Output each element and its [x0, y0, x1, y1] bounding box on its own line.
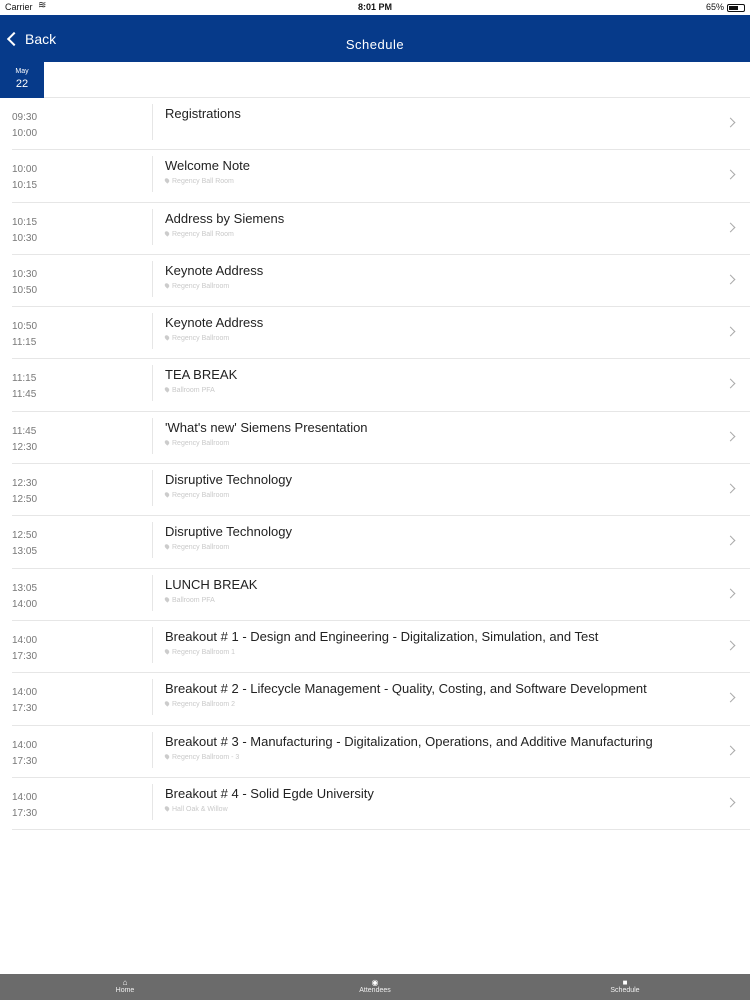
- schedule-icon: ■: [622, 978, 628, 987]
- session-start-time: 10:15: [12, 216, 38, 228]
- session-end-time: 10:15: [12, 180, 38, 192]
- session-location: [165, 544, 229, 551]
- row-divider: [152, 522, 153, 558]
- session-location-text: Hall Oak & Willow: [172, 805, 228, 813]
- chevron-right-icon: [726, 484, 736, 494]
- session-location: [165, 283, 229, 290]
- session-row[interactable]: [12, 516, 750, 568]
- session-times: [12, 528, 152, 560]
- chevron-right-icon: [726, 693, 736, 703]
- location-pin-icon: [164, 544, 170, 550]
- session-location-text: Regency Ballroom: [172, 492, 230, 500]
- back-label: Back: [25, 31, 57, 47]
- session-end-time: 10:30: [12, 232, 38, 244]
- session-times: [12, 633, 152, 665]
- session-row[interactable]: [12, 673, 750, 725]
- location-pin-icon: [164, 701, 170, 707]
- battery-icon: [727, 4, 745, 12]
- chevron-right-icon: [726, 797, 736, 807]
- session-row[interactable]: [12, 621, 750, 673]
- session-end-time: 17:30: [12, 650, 38, 662]
- session-location: [165, 806, 228, 813]
- session-start-time: 10:50: [12, 321, 38, 333]
- battery-percent: 65%: [705, 2, 724, 12]
- chevron-right-icon: [726, 118, 736, 128]
- session-location-text: Regency Ballroom: [172, 439, 230, 447]
- row-divider: [152, 156, 153, 192]
- session-end-time: 12:30: [12, 441, 38, 453]
- tab-label: Attendees: [359, 987, 391, 994]
- location-pin-icon: [164, 753, 170, 759]
- session-row[interactable]: [12, 569, 750, 621]
- carrier-label: Carrier: [5, 2, 33, 12]
- attendees-icon: ◉: [371, 978, 379, 987]
- location-pin-icon: [164, 230, 170, 236]
- chevron-right-icon: [726, 274, 736, 284]
- session-row[interactable]: [12, 307, 750, 359]
- navigation-bar: [0, 15, 750, 62]
- location-pin-icon: [164, 387, 170, 393]
- session-location: [165, 387, 215, 394]
- session-row[interactable]: [12, 726, 750, 778]
- session-times: [12, 581, 152, 613]
- date-month: May: [15, 68, 29, 75]
- date-selector-bar: [0, 62, 750, 98]
- session-title: Breakout # 4 - Solid Egde University: [165, 785, 374, 801]
- chevron-right-icon: [726, 170, 736, 180]
- chevron-right-icon: [726, 222, 736, 232]
- session-start-time: 14:00: [12, 739, 38, 751]
- session-title: Address by Siemens: [165, 210, 285, 226]
- session-start-time: 14:00: [12, 687, 38, 699]
- session-location-text: Regency Ballroom - 3: [172, 753, 240, 761]
- chevron-right-icon: [726, 536, 736, 546]
- session-location-text: Regency Ballroom: [172, 544, 230, 552]
- session-start-time: 14:00: [12, 634, 38, 646]
- session-location: [165, 178, 234, 185]
- session-location: [165, 231, 234, 238]
- session-start-time: 11:15: [12, 373, 37, 385]
- session-times: [12, 110, 152, 142]
- location-pin-icon: [164, 596, 170, 602]
- clock: 8:01 PM: [357, 2, 392, 12]
- session-title: TEA BREAK: [165, 367, 238, 383]
- session-row[interactable]: [12, 778, 750, 830]
- session-location-text: Ballroom PFA: [172, 596, 215, 604]
- location-pin-icon: [164, 282, 170, 288]
- row-divider: [152, 575, 153, 611]
- session-title: Disruptive Technology: [165, 472, 292, 488]
- row-divider: [152, 732, 153, 768]
- location-pin-icon: [164, 335, 170, 341]
- session-start-time: 11:45: [12, 425, 37, 437]
- session-end-time: 12:50: [12, 494, 38, 506]
- session-location-text: Regency Ballroom: [172, 335, 230, 343]
- session-location-text: Ballroom PFA: [172, 387, 215, 395]
- session-end-time: 13:05: [12, 546, 38, 558]
- session-row[interactable]: [12, 464, 750, 516]
- tab-home[interactable]: [0, 974, 250, 1000]
- session-location: [165, 649, 235, 656]
- date-day: 22: [15, 78, 29, 90]
- session-title: Disruptive Technology: [165, 524, 292, 540]
- session-location-text: Regency Ballroom: [172, 282, 230, 290]
- tab-schedule[interactable]: [500, 974, 750, 1000]
- session-start-time: 09:30: [12, 112, 38, 123]
- session-row[interactable]: [12, 203, 750, 255]
- home-icon: ⌂: [122, 978, 128, 987]
- session-start-time: 14:00: [12, 791, 38, 803]
- session-end-time: 17:30: [12, 703, 38, 715]
- session-row[interactable]: [12, 255, 750, 307]
- session-location-text: Regency Ball Room: [172, 178, 234, 186]
- session-start-time: 12:30: [12, 478, 38, 490]
- session-title: Keynote Address: [165, 315, 264, 331]
- session-title: Breakout # 1 - Design and Engineering - Digitalization, Simulation, and Test: [165, 628, 599, 644]
- session-location-text: Regency Ballroom 2: [172, 701, 236, 709]
- session-location: [165, 492, 229, 499]
- session-location-text: Regency Ballroom 1: [172, 648, 236, 656]
- row-divider: [152, 470, 153, 506]
- chevron-right-icon: [726, 641, 736, 651]
- row-divider: [152, 209, 153, 245]
- session-times: [12, 685, 152, 717]
- session-row[interactable]: [12, 412, 750, 464]
- location-pin-icon: [164, 439, 170, 445]
- row-divider: [152, 627, 153, 663]
- session-title: Welcome Note: [165, 158, 251, 174]
- session-times: [12, 424, 152, 456]
- session-title: LUNCH BREAK: [165, 576, 258, 592]
- row-divider: [152, 784, 153, 820]
- session-times: [12, 267, 152, 299]
- session-times: [12, 162, 152, 194]
- session-title: 'What's new' Siemens Presentation: [165, 419, 368, 435]
- session-end-time: 10:50: [12, 284, 38, 296]
- chevron-right-icon: [726, 327, 736, 337]
- row-divider: [152, 365, 153, 401]
- session-location-text: Regency Ball Room: [172, 230, 234, 238]
- session-start-time: 10:30: [12, 268, 38, 280]
- session-location: [165, 754, 239, 761]
- row-divider: [152, 418, 153, 454]
- session-list: [0, 98, 750, 830]
- row-divider: [152, 313, 153, 349]
- session-times: [12, 215, 152, 247]
- session-row[interactable]: [12, 359, 750, 411]
- location-pin-icon: [164, 178, 170, 184]
- session-location: [165, 597, 215, 604]
- location-pin-icon: [164, 491, 170, 497]
- session-times: [12, 790, 152, 822]
- session-end-time: 14:00: [12, 598, 38, 610]
- session-title: Breakout # 3 - Manufacturing - Digitalization, Operations, and Additive Manufacturing: [165, 733, 653, 749]
- date-tab-selected[interactable]: [0, 62, 44, 98]
- chevron-right-icon: [726, 588, 736, 598]
- session-times: [12, 738, 152, 770]
- session-end-time: 17:30: [12, 755, 38, 767]
- status-bar: [0, 0, 750, 15]
- tab-label: Home: [115, 987, 135, 994]
- session-location: [165, 335, 229, 342]
- session-title: Breakout # 2 - Lifecycle Management - Quality, Costing, and Software Development: [165, 681, 647, 697]
- tab-label: Schedule: [610, 987, 640, 994]
- row-divider: [152, 679, 153, 715]
- session-location: [165, 701, 235, 708]
- session-end-time: 10:00: [12, 128, 38, 139]
- page-title: Schedule: [345, 37, 405, 52]
- session-start-time: 10:00: [12, 164, 38, 176]
- session-title: Registrations: [165, 106, 241, 121]
- wifi-icon: ≋: [38, 0, 47, 11]
- chevron-right-icon: [726, 745, 736, 755]
- session-times: [12, 319, 152, 351]
- session-end-time: 11:15: [12, 337, 37, 349]
- row-divider: [152, 104, 153, 140]
- row-divider: [152, 261, 153, 297]
- session-row[interactable]: [12, 150, 750, 202]
- session-times: [12, 476, 152, 508]
- tab-bar: [0, 974, 750, 1000]
- location-pin-icon: [164, 648, 170, 654]
- tab-attendees[interactable]: [250, 974, 500, 1000]
- session-title: Keynote Address: [165, 262, 264, 278]
- session-location: [165, 440, 229, 447]
- session-start-time: 12:50: [12, 530, 38, 542]
- session-end-time: 17:30: [12, 807, 38, 819]
- chevron-right-icon: [726, 431, 736, 441]
- chevron-right-icon: [726, 379, 736, 389]
- session-start-time: 13:05: [12, 582, 38, 594]
- session-row[interactable]: [12, 98, 750, 150]
- session-times: [12, 371, 152, 403]
- session-end-time: 11:45: [12, 389, 37, 401]
- location-pin-icon: [164, 805, 170, 811]
